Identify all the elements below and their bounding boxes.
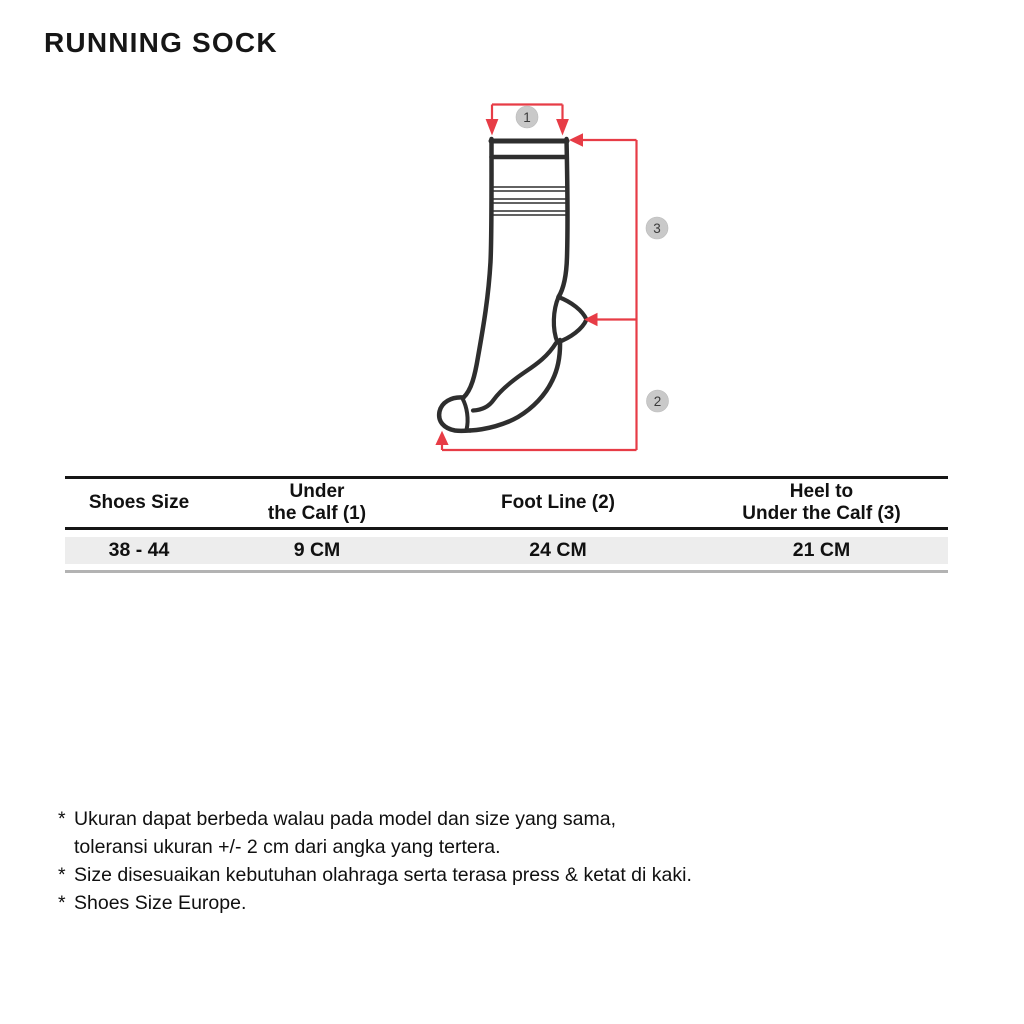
up-arrow-icon [435, 431, 448, 445]
left-arrow-icon [569, 133, 583, 146]
sock-left-edge [464, 139, 492, 398]
header-cell-shoes-size: Shoes Size [88, 492, 190, 513]
sock-measurement-diagram [420, 90, 680, 465]
sock-rib-lines [491, 187, 567, 215]
cell-shoes-size-value: 38 - 44 [108, 539, 170, 561]
footnote-line: * Shoes Size Europe. [58, 892, 247, 914]
footnote-line: * Size disesuaikan kebutuhan olahraga serta terasa press & ketat di kaki. [58, 864, 692, 886]
down-arrow-icon [556, 119, 569, 136]
sock-heel-seam [554, 297, 587, 343]
height-measure-line [569, 133, 637, 450]
marker-1-badge [516, 106, 538, 128]
table-header-row [65, 479, 948, 527]
down-arrow-icon [486, 119, 499, 136]
foot-measure-line [435, 431, 636, 450]
header-cell-heel-to-under-the-calf: Heel to Under the Calf (3) [742, 481, 901, 524]
header-cell-under-the-calf: Under the Calf (1) [267, 481, 367, 524]
sock-instep-seam [473, 343, 556, 411]
footnotes [58, 806, 918, 918]
table-data-row [65, 537, 948, 564]
page-title: RUNNING SOCK [44, 27, 278, 58]
marker-2-number: 2 [653, 394, 662, 409]
sock-right-edge [559, 139, 568, 297]
marker-1-number: 1 [523, 110, 531, 125]
cell-foot-line-value: 24 CM [529, 539, 587, 561]
size-table [65, 476, 948, 573]
table-bottom-border [65, 570, 948, 573]
marker-2-badge [647, 390, 669, 412]
cell-under-the-calf-value: 9 CM [293, 539, 341, 561]
marker-3-badge [646, 217, 668, 239]
header-cell-foot-line: Foot Line (2) [501, 492, 615, 513]
sock-toe-seam [463, 399, 468, 431]
marker-3-number: 3 [653, 221, 661, 236]
footnote-line: * Ukuran dapat berbeda walau pada model dan size yang sama, [58, 808, 617, 830]
cell-heel-to-under-the-calf-value: 21 CM [792, 539, 851, 561]
footnote-line: toleransi ukuran +/- 2 cm dari angka yang tertera. [74, 836, 501, 858]
